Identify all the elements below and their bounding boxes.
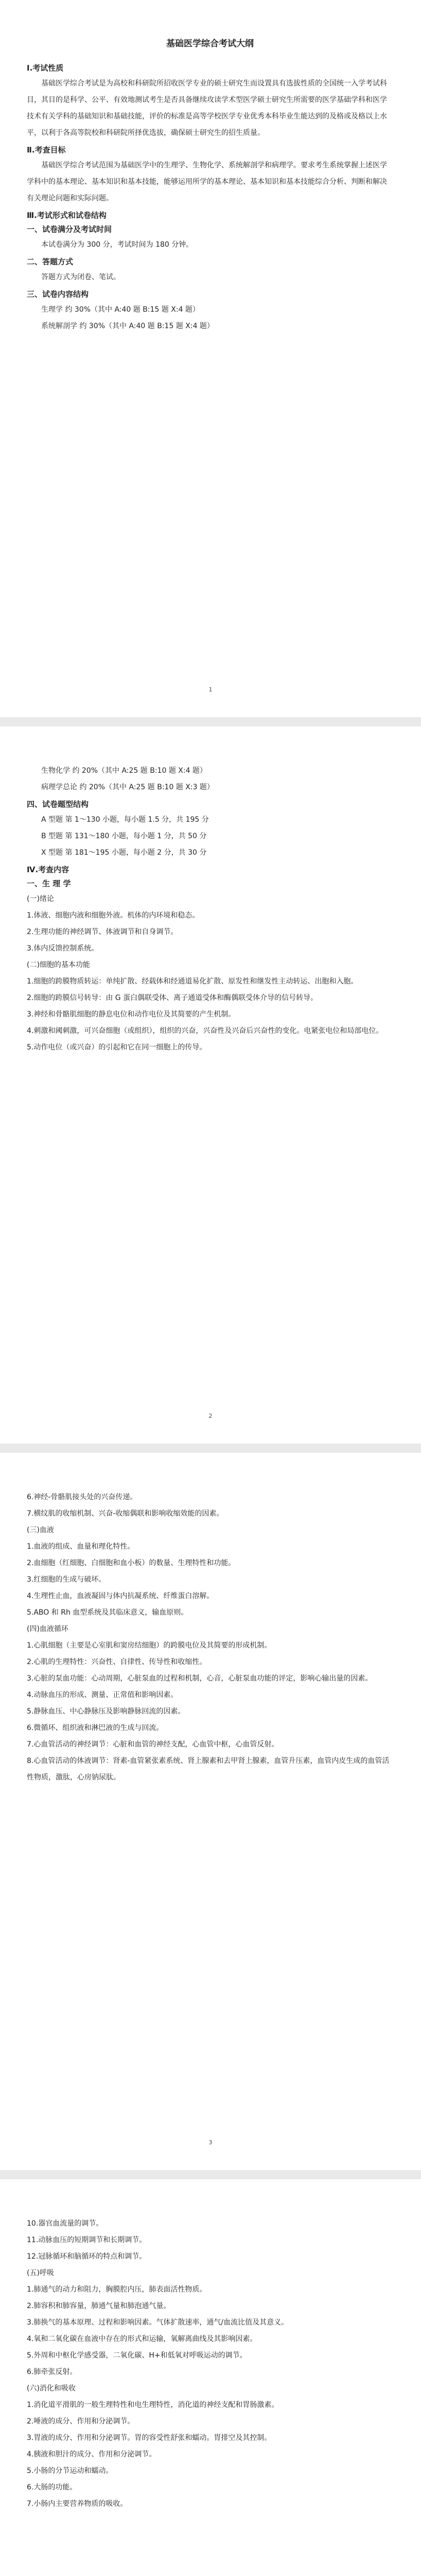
paragraph: 5.静脉血压、中心静脉压及影响静脉回流的因素。 [27, 1707, 185, 1716]
paragraph: 5.小肠的分节运动和蠕动。 [27, 2467, 113, 2475]
paragraph: 5.ABO 和 Rh 血型系统及其临床意义，输血原则。 [27, 1608, 188, 1617]
page-separator [0, 2170, 421, 2179]
paragraph: 2.细胞的跨膜信号转导：由 G 蛋白偶联受体、离子通道受体和酶偶联受体介导的信号转导。 [27, 994, 318, 1002]
paragraph: 8.心血管活动的体液调节：肾素-血管紧张素系统、肾上腺素和去甲肾上腺素，血管升压素，血管内皮生成的血管活性物质，激肽，心房钠尿肽。 [27, 1757, 390, 1782]
document-title: 基础医学综合考试大纲 [166, 39, 254, 49]
section-heading: 二、答题方式 [27, 257, 74, 266]
paragraph: 6.神经-骨骼肌接头处的兴奋传递。 [27, 1493, 137, 1501]
page-content [27, 36, 393, 334]
section-heading: Ⅱ.考查目标 [27, 145, 66, 155]
paragraph: 本试卷满分为 300 分，考试时间为 180 分钟。 [41, 241, 194, 249]
section-heading: Ⅲ.考试形式和试卷结构 [27, 211, 107, 220]
page-number: 3 [208, 2139, 213, 2146]
paragraph: 3.心脏的泵血功能：心动周期，心脏泵血的过程和机制，心音，心脏泵血功能的评定，影响心输出量的因素。 [27, 1674, 373, 1683]
page-content [27, 762, 393, 1056]
paragraph: 7.心血管活动的神经调节：心脏和血管的神经支配，心血管中枢，心血管反射。 [27, 1740, 279, 1749]
paragraph: (三)血液 [27, 1526, 54, 1534]
paragraph: 2.肺容积和肺容量，肺通气量和肺泡通气量。 [27, 2302, 171, 2310]
paragraph: 4.刺激和阈刺激，可兴奋细胞（或组织），组织的兴奋，兴奋性及兴奋后兴奋性的变化。电紧张电位和局部电位。 [27, 1027, 383, 1035]
paragraph: 2.生理功能的神经调节、体液调节和自身调节。 [27, 928, 178, 936]
page-separator [0, 717, 421, 726]
paragraph: 4.胰液和胆汁的成分、作用和分泌调节。 [27, 2450, 156, 2459]
paragraph: X 型题 第 181～195 小题，每小题 2 分，共 30 分 [41, 849, 207, 857]
paragraph: (四)血液循环 [27, 1625, 68, 1633]
paragraph: 病理学总论 约 20%（其中 A:25 题 B:10 题 X:3 题） [41, 783, 214, 791]
paragraph: 5.外周和中枢化学感受器，二氧化碳、H+和低氧对呼吸运动的调节。 [27, 2351, 247, 2360]
paragraph: 生理学 约 30%（其中 A:40 题 B:15 题 X:4 题） [41, 306, 200, 314]
paragraph: 3.红细胞的生成与破坏。 [27, 1575, 106, 1584]
document-page [0, 2179, 421, 2576]
paragraph: 1.体液、细胞内液和细胞外液。机体的内环境和稳态。 [27, 911, 200, 920]
paragraph: 1.细胞的跨膜物质转运：单纯扩散、经载体和经通道易化扩散、原发性和继发性主动转运、出胞和入胞。 [27, 977, 358, 986]
paragraph: 1.心肌细胞（主要是心室肌和窦房结细胞）的跨膜电位及其简要的形成机制。 [27, 1641, 272, 1650]
paragraph: 7.横纹肌的收缩机制、兴奋-收缩偶联和影响收缩效能的因素。 [27, 1510, 224, 1518]
paragraph: 答题方式为闭卷、笔试。 [41, 273, 120, 281]
paragraph: (五)呼吸 [27, 2269, 54, 2277]
paragraph: 基础医学综合考试范围为基础医学中的生理学、生物化学、系统解剖学和病理学。要求考生系统掌握上述医学学科中的基本理论、基本知识和基本技能，能够运用所学的基本理论、基本知识和基本技能综合分析、判断和解决有关理论问题和实际问题。 [27, 161, 387, 202]
section-heading: Ⅳ.考查内容 [27, 865, 69, 874]
paragraph: 3.胃液的成分、作用和分泌调节。胃的容受性舒张和蠕动。胃排空及其控制。 [27, 2434, 272, 2442]
paragraph: 4.生理性止血，血液凝固与体内抗凝系统、纤维蛋白溶解。 [27, 1592, 214, 1600]
section-heading: 一、生 理 学 [27, 879, 71, 888]
paragraph: 6.肺牵张反射。 [27, 2368, 77, 2376]
paragraph: 3.神经和骨骼肌细胞的静息电位和动作电位及其简要的产生机制。 [27, 1010, 236, 1019]
paragraph: 7.小肠内主要营养物质的吸收。 [27, 2500, 128, 2508]
page-separator [0, 1444, 421, 1453]
page-number: 1 [208, 686, 213, 693]
section-heading: 一、试卷满分及考试时间 [27, 225, 112, 234]
page-content [27, 1489, 393, 1786]
page-number: 2 [208, 1413, 213, 1419]
paragraph: 1.血液的组成、血量和理化特性。 [27, 1543, 135, 1551]
paragraph: 1.肺通气的动力和阻力，胸膜腔内压，肺表面活性物质。 [27, 2285, 207, 2294]
paragraph: (一)绪论 [27, 895, 54, 903]
paragraph: 6.大肠的功能。 [27, 2483, 77, 2492]
section-heading: 四、试卷题型结构 [27, 800, 89, 809]
document-page [0, 726, 421, 1444]
paragraph: 10.器官血流量的调节。 [27, 2219, 103, 2228]
paragraph: 12.冠脉循环和脑循环的特点和调节。 [27, 2252, 147, 2261]
paragraph: 5.动作电位（或兴奋）的引起和它在同一细胞上的传导。 [27, 1043, 207, 1052]
paragraph: 基础医学综合考试是为高校和科研院所招收医学专业的硕士研究生而设置具有选拔性质的全国统一入学考试科目，其目的是科学、公平、有效地测试考生是否具备继续攻读学术型医学硕士研究生所需要的医学基础学科和医学技术有关学科的基础知识和基础技能，评价的标准是高等学校医学专业优秀本科毕业生能达到的及格或及格以上水平，以利于各高等院校和科研院所择优选拔，确保硕士研究生的招生质量。 [27, 79, 387, 137]
paragraph: 3.肺换气的基本原理、过程和影响因素。气体扩散速率，通气/血流比值及其意义。 [27, 2318, 289, 2327]
paragraph: (六)消化和吸收 [27, 2384, 76, 2393]
section-heading: 三、试卷内容结构 [27, 290, 89, 299]
paragraph: 系统解剖学 约 30%（其中 A:40 题 B:15 题 X:4 题） [41, 322, 214, 330]
paragraph: (二)细胞的基本功能 [27, 961, 90, 969]
paragraph: 2.唾液的成分、作用和分泌调节。 [27, 2417, 135, 2426]
document-page [0, 0, 421, 717]
paragraph: 1.消化道平滑肌的一般生理特性和电生理特性，消化道的神经支配和胃肠激素。 [27, 2401, 279, 2409]
paragraph: 6.微循环、组织液和淋巴液的生成与回流。 [27, 1724, 164, 1732]
paragraph: 4.动脉血压的形成、测量、正常值和影响因素。 [27, 1691, 178, 1699]
paragraph: 2.心肌的生理特性：兴奋性、自律性、传导性和收缩性。 [27, 1658, 207, 1666]
paragraph: 4.氧和二氧化碳在血液中存在的形式和运输，氧解离曲线及其影响因素。 [27, 2335, 257, 2343]
paragraph: 2.血细胞（红细胞、白细胞和血小板）的数量、生理特性和功能。 [27, 1559, 236, 1567]
paragraph: 11.动脉血压的短期调节和长期调节。 [27, 2236, 147, 2244]
page-content [27, 2215, 393, 2512]
section-heading: Ⅰ.考试性质 [27, 63, 64, 73]
paragraph: 生物化学 约 20%（其中 A:25 题 B:10 题 X:4 题） [41, 767, 207, 775]
document-page [0, 1453, 421, 2170]
paragraph: B 型题 第 131～180 小题，每小题 1 分，共 50 分 [41, 832, 207, 840]
paragraph: A 型题 第 1～130 小题，每小题 1.5 分，共 195 分 [41, 816, 209, 824]
paragraph: 3.体内反馈控制系统。 [27, 944, 99, 953]
